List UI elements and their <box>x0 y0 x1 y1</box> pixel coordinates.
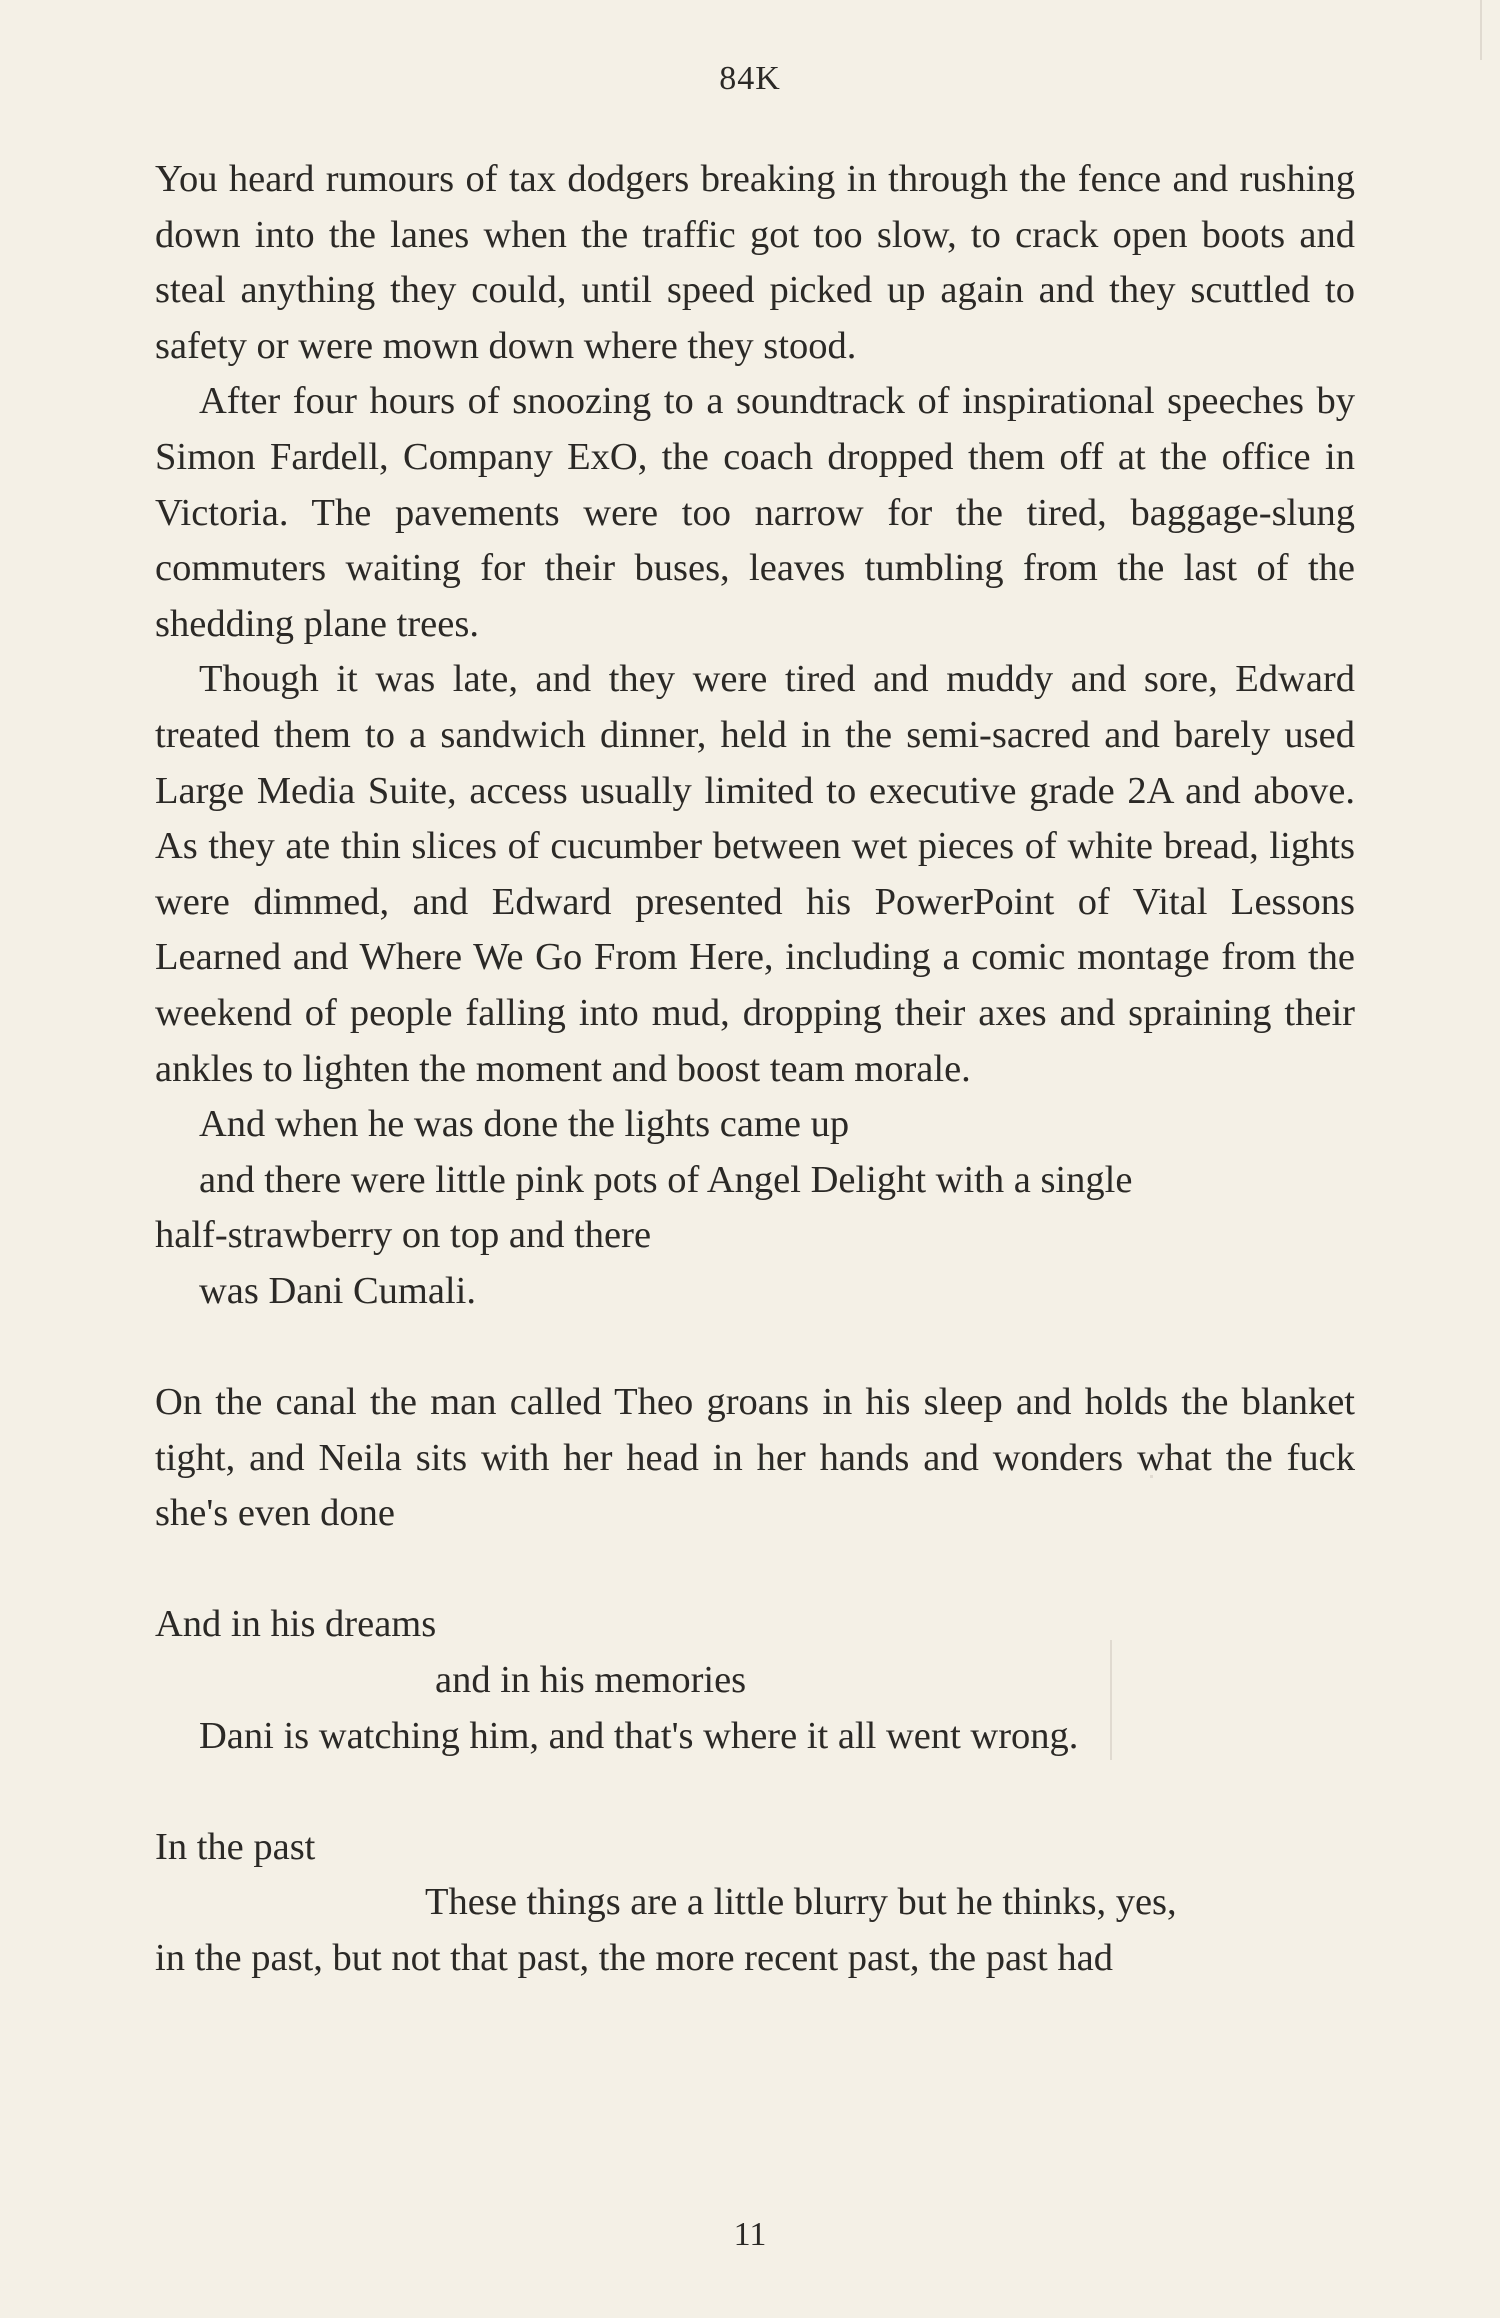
paragraph-tax-dodgers: You heard rumours of tax dodgers breaking in through the fence and rushing down into the lanes when the traffic got too slow, to crack open boots and steal anything they could, until speed picked up again and they scuttled to safety or were mown down where they stood. <box>155 158 1355 367</box>
dream-line: and in his memories <box>435 1659 747 1702</box>
paragraph-coach: After four hours of snoozing to a soundtrack of inspirational speeches by Simon Fardell, Company ExO, the coach dropped them off at the office in Victoria. The pavements were too narrow for the tired, baggage-slung commuters waiting for their buses, leaves tumbling from the last of the shedding plane trees. <box>155 380 1355 645</box>
section-break <box>155 1319 1355 1375</box>
verse-line: half-strawberry on top and there <box>155 1214 652 1257</box>
page-number: 11 <box>733 2216 767 2253</box>
section-break <box>155 1764 1355 1820</box>
paper-crease <box>1480 0 1482 60</box>
dream-line: And in his dreams <box>155 1603 437 1646</box>
verse-line: and there were little pink pots of Angel Delight with a single <box>199 1158 1133 1201</box>
past-line: These things are a little blurry but he thinks, yes, <box>425 1881 1177 1924</box>
paragraph-sandwich-dinner: Though it was late, and they were tired and muddy and sore, Edward treated them to a sandwich dinner, held in the semi-sacred and barely used Large Media Suite, access usually limited to executive grade 2A and above. As they ate thin slices of cucumber between wet pieces of white bread, lights were dimmed, and Edward presented his PowerPoint of Vital Lessons Learned and Where We Go From Here, including a comic montage from the weekend of people falling into mud, dropping their axes and spraining their ankles to lighten the moment and boost team morale. <box>155 658 1355 1090</box>
paragraph-canal: On the canal the man called Theo groans in his sleep and holds the blanket tight, and Neila sits with her head in her hands and wonders what the fuck she's even done <box>155 1381 1355 1535</box>
section-break <box>155 1542 1355 1598</box>
running-head: 84K <box>719 60 781 97</box>
past-line: in the past, but not that past, the more recent past, the past had <box>155 1937 1113 1979</box>
past-line: In the past <box>155 1825 316 1868</box>
dream-line: Dani is watching him, and that's where it all went wrong. <box>199 1714 1079 1757</box>
verse-line: And when he was done the lights came up <box>199 1103 850 1146</box>
paper-fleck <box>1150 1475 1153 1478</box>
verse-line: was Dani Cumali. <box>199 1269 476 1312</box>
paper-crease <box>1110 1640 1112 1760</box>
body-text <box>155 152 1355 1987</box>
